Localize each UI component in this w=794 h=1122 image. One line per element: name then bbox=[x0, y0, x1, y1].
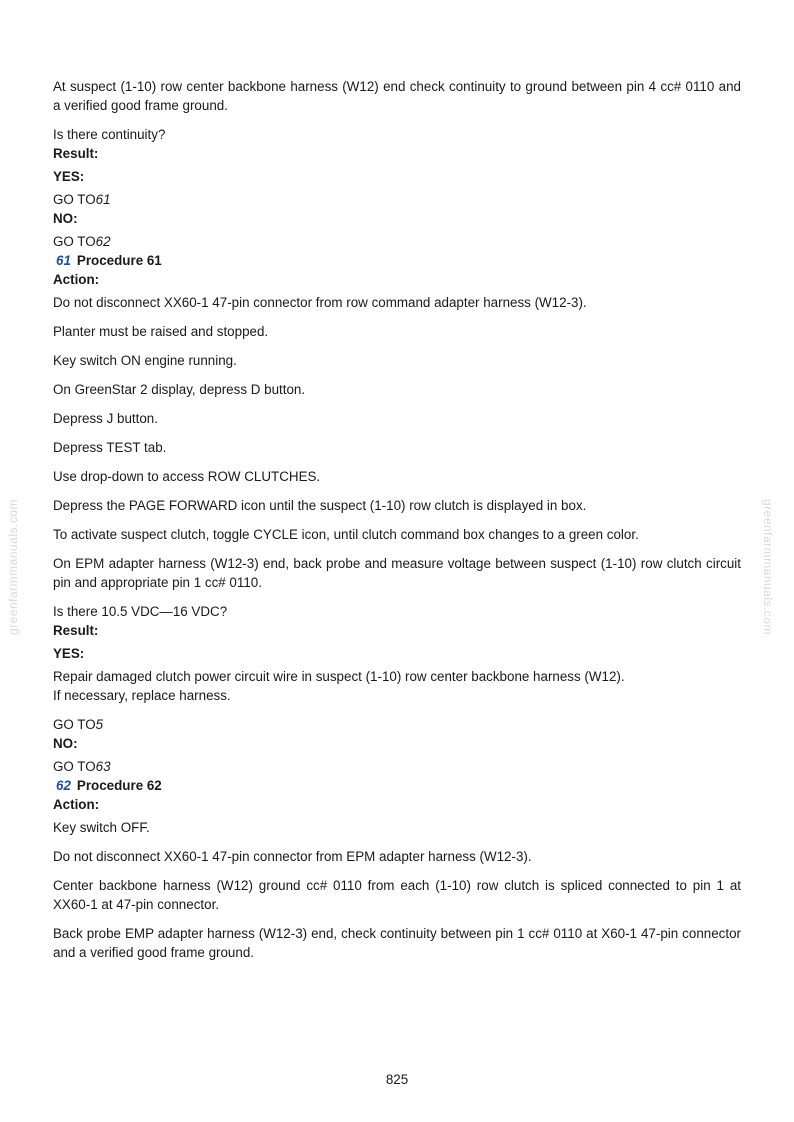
goto-reference-link[interactable]: 62 bbox=[95, 234, 111, 249]
procedure-title: Procedure 62 bbox=[76, 778, 162, 793]
yes-label: YES: bbox=[53, 646, 85, 661]
paragraph: Is there 10.5 VDC—16 VDC? bbox=[53, 604, 228, 619]
goto-prefix: GO TO bbox=[53, 759, 96, 774]
result-label: Result: bbox=[53, 146, 99, 161]
goto-line bbox=[53, 715, 741, 734]
procedure-title: Procedure 61 bbox=[76, 253, 162, 268]
procedure-number: 61 bbox=[56, 253, 71, 268]
paragraph: Depress J button. bbox=[53, 411, 158, 426]
procedure-heading bbox=[53, 776, 741, 795]
paragraph: On EPM adapter harness (W12-3) end, back probe and measure voltage between suspect (1-10) row clutch circuit pin and appropriate pin 1 cc# 0110. bbox=[53, 556, 741, 590]
watermark-left: greenfarmmanuals.com bbox=[6, 498, 21, 636]
paragraph: Key switch OFF. bbox=[53, 820, 150, 835]
paragraph-line: Repair damaged clutch power circuit wire in suspect (1-10) row center backbone harness (W12). bbox=[53, 669, 625, 684]
goto-prefix: GO TO bbox=[53, 192, 96, 207]
goto-prefix: GO TO bbox=[53, 234, 96, 249]
goto-reference-link[interactable]: 63 bbox=[95, 759, 111, 774]
yes-label: YES: bbox=[53, 169, 85, 184]
paragraph-line: If necessary, replace harness. bbox=[53, 688, 231, 703]
procedure-heading bbox=[53, 251, 741, 270]
paragraph: Depress the PAGE FORWARD icon until the suspect (1-10) row clutch is displayed in box. bbox=[53, 498, 587, 513]
goto-line bbox=[53, 757, 741, 776]
paragraph: Depress TEST tab. bbox=[53, 440, 167, 455]
goto-reference-link[interactable]: 5 bbox=[95, 717, 104, 732]
no-label: NO: bbox=[53, 211, 78, 226]
no-label: NO: bbox=[53, 736, 78, 751]
goto-line bbox=[53, 190, 741, 209]
paragraph bbox=[53, 667, 741, 705]
paragraph: Center backbone harness (W12) ground cc# 0110 from each (1-10) row clutch is spliced connected to pin 1 at XX60-1 at 47-pin connector. bbox=[53, 878, 741, 912]
action-label: Action: bbox=[53, 797, 100, 812]
document-body bbox=[53, 77, 741, 962]
watermark-right: greenfarmmanuals.com bbox=[761, 498, 776, 636]
paragraph: Back probe EMP adapter harness (W12-3) end, check continuity between pin 1 cc# 0110 at X60-1 47-pin connector and a verified good frame ground. bbox=[53, 926, 741, 960]
goto-reference-link[interactable]: 61 bbox=[95, 192, 111, 207]
goto-prefix: GO TO bbox=[53, 717, 96, 732]
procedure-number: 62 bbox=[56, 778, 71, 793]
paragraph: At suspect (1-10) row center backbone harness (W12) end check continuity to ground between pin 4 cc# 0110 and a verified good frame ground. bbox=[53, 79, 741, 113]
paragraph: Do not disconnect XX60-1 47-pin connector from row command adapter harness (W12-3). bbox=[53, 295, 587, 310]
paragraph: Planter must be raised and stopped. bbox=[53, 324, 269, 339]
paragraph: Do not disconnect XX60-1 47-pin connector from EPM adapter harness (W12-3). bbox=[53, 849, 532, 864]
paragraph: Use drop-down to access ROW CLUTCHES. bbox=[53, 469, 321, 484]
action-label: Action: bbox=[53, 272, 100, 287]
result-label: Result: bbox=[53, 623, 99, 638]
paragraph: On GreenStar 2 display, depress D button. bbox=[53, 382, 306, 397]
goto-line bbox=[53, 232, 741, 251]
page-number: 825 bbox=[385, 1072, 409, 1087]
paragraph: Key switch ON engine running. bbox=[53, 353, 237, 368]
paragraph: Is there continuity? bbox=[53, 127, 166, 142]
paragraph: To activate suspect clutch, toggle CYCLE icon, until clutch command box changes to a green color. bbox=[53, 527, 639, 542]
